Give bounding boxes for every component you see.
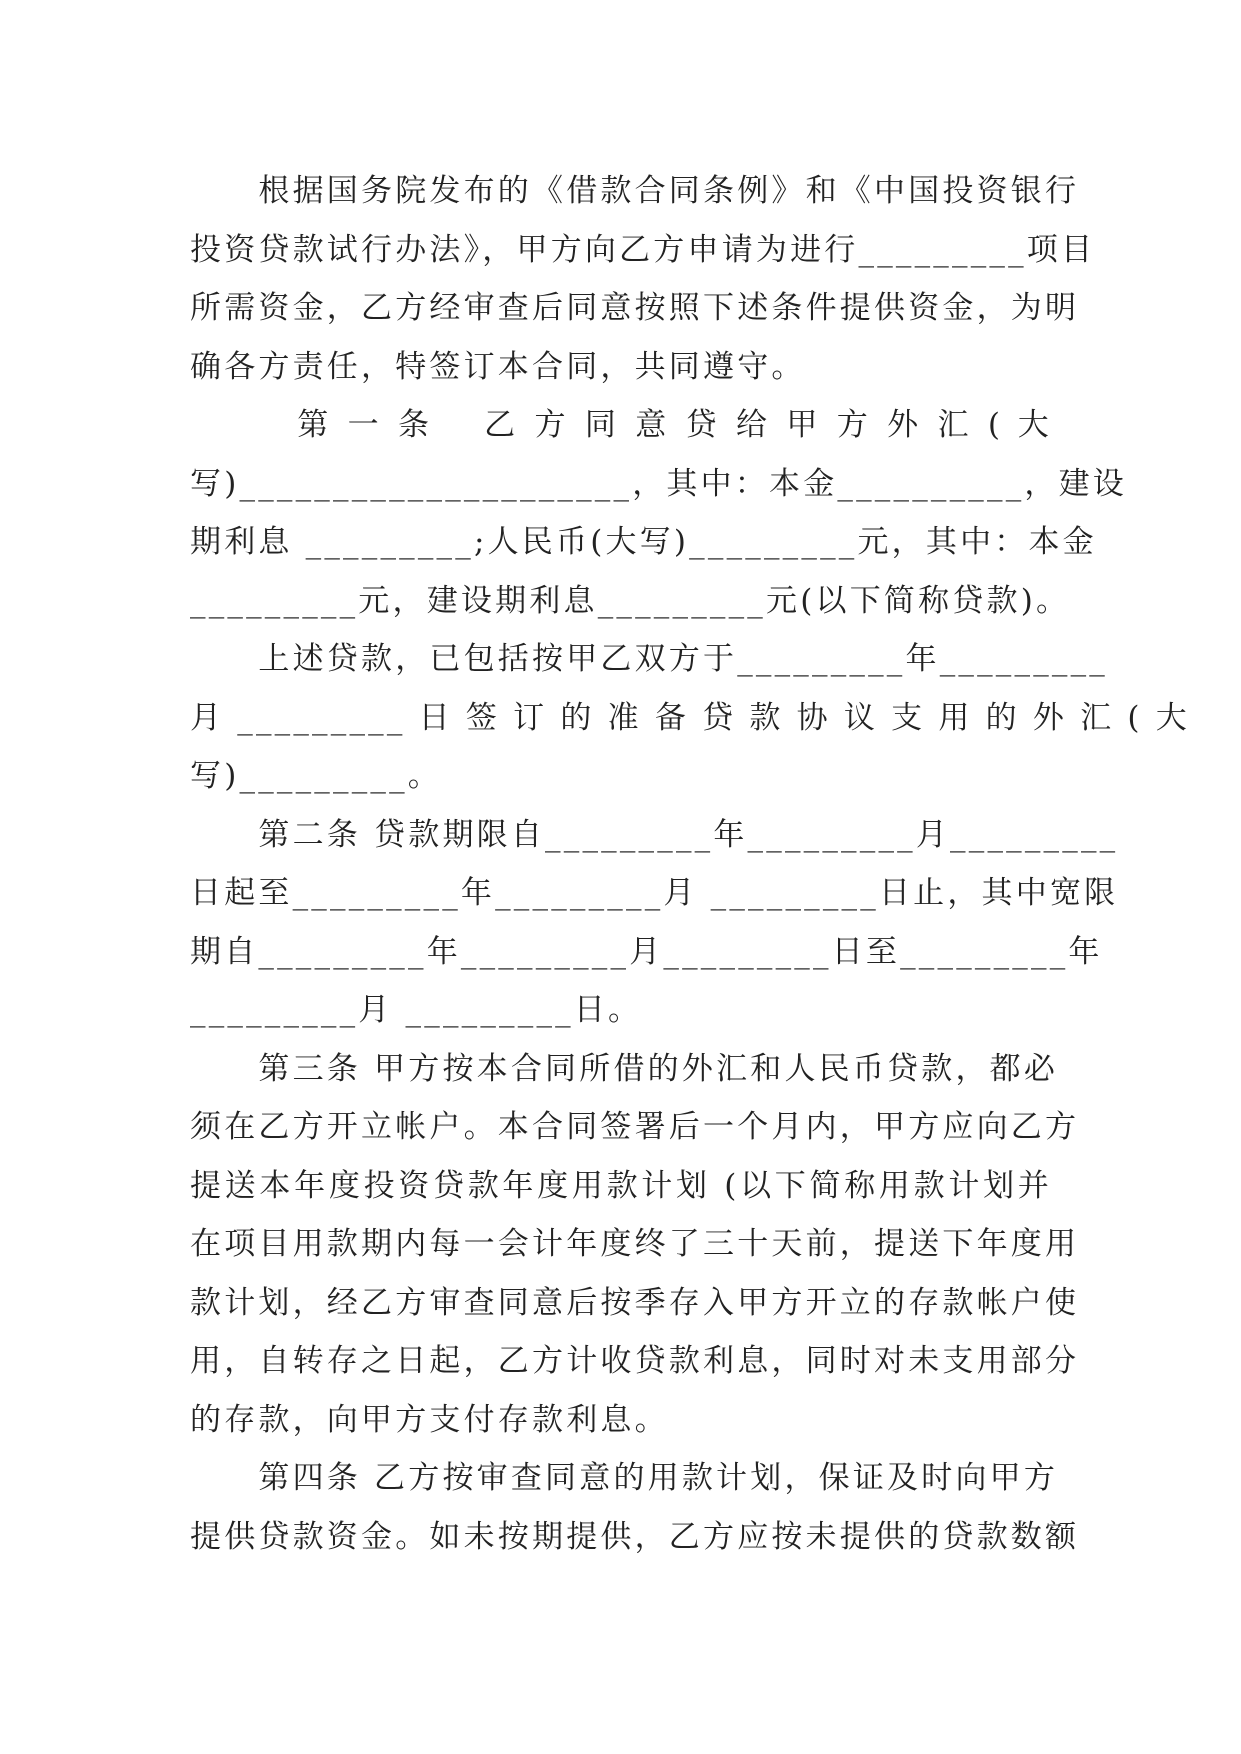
contract-text-line: 期自_________年_________月_________日至_________年 — [190, 933, 1103, 970]
contract-text-line: 的存款，向甲方支付存款利息。 — [190, 1401, 669, 1438]
contract-text-line: _________元，建设期利息_________元(以下简称贷款)。 — [190, 582, 1071, 619]
contract-text-line: 第 一 条 乙 方 同 意 贷 给 甲 方 外 汇 ( 大 — [190, 407, 1052, 443]
contract-text-line: 日起至_________年_________月 _________日止，其中宽限 — [190, 875, 1119, 911]
contract-text-line: 月 _________ 日 签 订 的 准 备 贷 款 协 议 支 用 的 外 汇 ( 大 — [190, 699, 1190, 736]
contract-text-line: 确各方责任，特签订本合同，共同遵守。 — [190, 348, 806, 385]
contract-text-line: _________月 _________日。 — [190, 992, 643, 1028]
contract-text-line: 期利息 _________;人民币(大写)_________元，其中：本金 — [190, 524, 1097, 560]
contract-text-line: 写)_____________________，其中：本金__________，建设 — [190, 465, 1127, 502]
contract-text-line: 所需资金，乙方经审查后同意按照下述条件提供资金，为明 — [190, 290, 1080, 326]
contract-text-line: 第二条 贷款期限自_________年_________月_________ — [190, 816, 1119, 853]
contract-text-line: 用，自转存之日起，乙方计收贷款利息，同时对未支用部分 — [190, 1343, 1080, 1379]
contract-body-text — [190, 162, 1190, 1566]
contract-text-line: 上述贷款，已包括按甲乙双方于_________年_________ — [190, 641, 1108, 677]
contract-text-line: 写)_________。 — [190, 758, 442, 794]
contract-text-line: 第四条 乙方按审查同意的用款计划，保证及时向甲方 — [190, 1460, 1059, 1496]
contract-text-line: 款计划，经乙方审查同意后按季存入甲方开立的存款帐户使 — [190, 1284, 1080, 1321]
contract-text-line: 在项目用款期内每一会计年度终了三十天前，提送下年度用 — [190, 1226, 1080, 1262]
contract-text-line: 须在乙方开立帐户。本合同签署后一个月内，甲方应向乙方 — [190, 1109, 1080, 1145]
contract-text-line: 提送本年度投资贷款年度用款计划 (以下简称用款计划并 — [190, 1167, 1052, 1204]
contract-text-line: 提供贷款资金。如未按期提供，乙方应按未提供的贷款数额 — [190, 1518, 1080, 1555]
contract-text-line: 第三条 甲方按本合同所借的外汇和人民币贷款，都必 — [190, 1050, 1059, 1087]
contract-text-line: 投资贷款试行办法》，甲方向乙方申请为进行_________项目 — [190, 231, 1096, 268]
contract-text-line: 根据国务院发布的《借款合同条例》和《中国投资银行 — [190, 173, 1080, 209]
